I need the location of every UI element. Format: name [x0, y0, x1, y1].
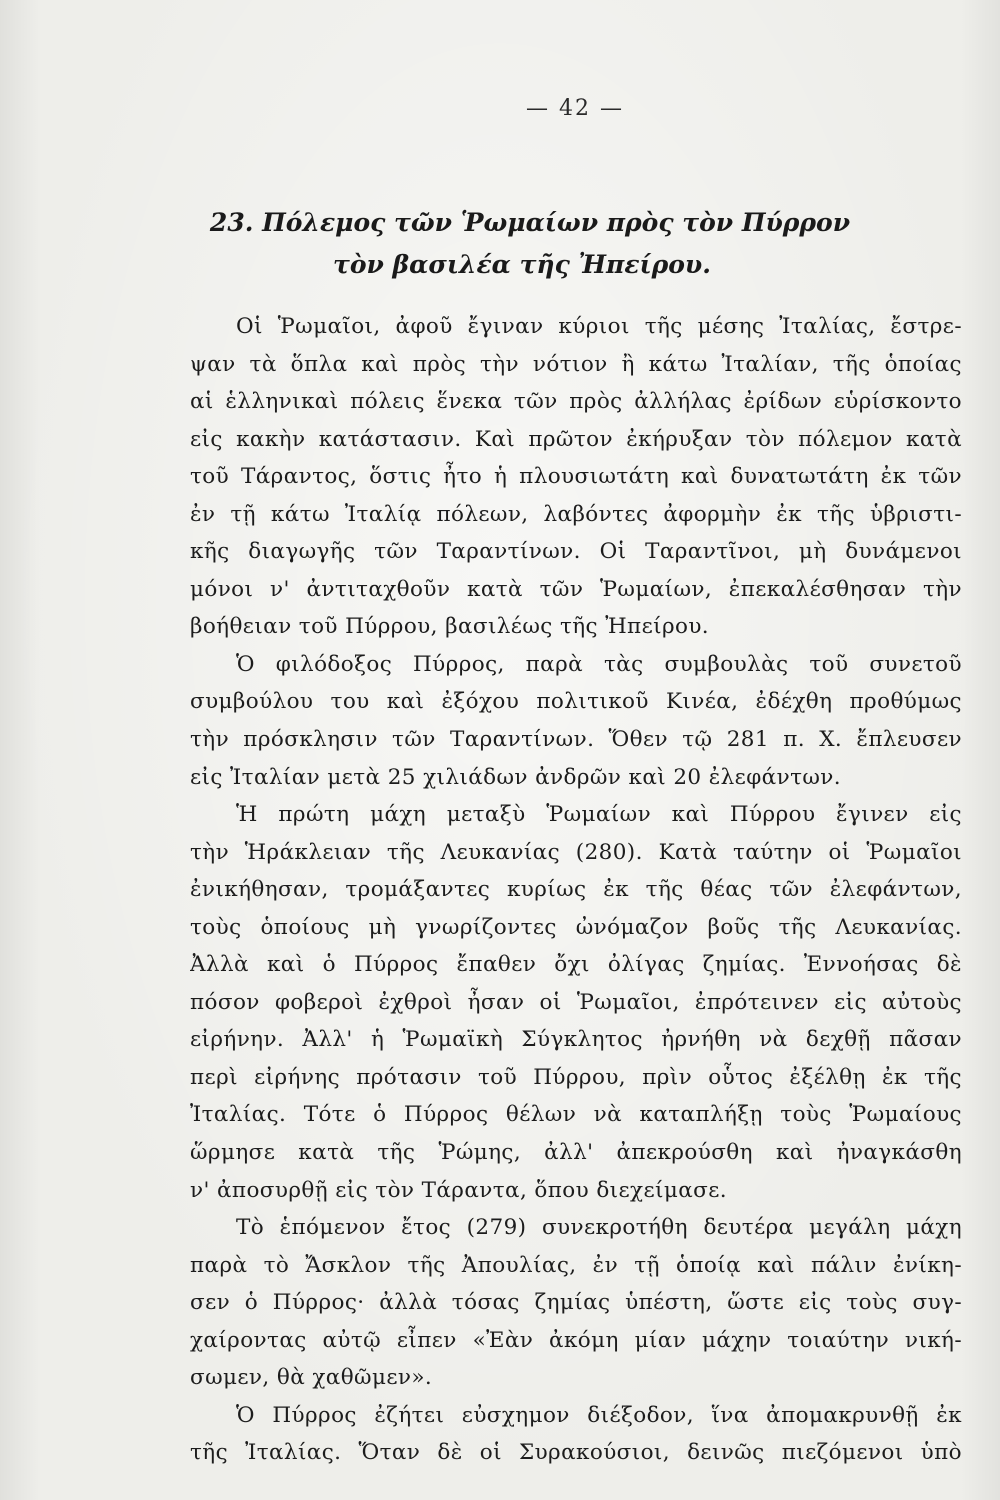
- text-line: Ἡ πρώτη μάχη μεταξὺ Ῥωμαίων καὶ Πύρρου ἔγινεν εἰς: [236, 802, 962, 828]
- text-line: εἰρήνην. Ἀλλ' ἡ Ῥωμαϊκὴ Σύγκλητος ἠρνήθη νὰ δεχθῇ πᾶσαν: [190, 1027, 962, 1053]
- text-line: περὶ εἰρήνης πρότασιν τοῦ Πύρρου, πρὶν οὗτος ἐξέλθῃ ἐκ τῆς: [190, 1064, 962, 1090]
- text-line: τοὺς ὁποίους μὴ γνωρίζοντες ὠνόμαζον βοῦς τῆς Λευκανίας.: [190, 914, 962, 940]
- text-line: σωμεν, θὰ χαθῶμεν».: [190, 1365, 433, 1391]
- text-line: μόνοι ν' ἀντιταχθοῦν κατὰ τῶν Ῥωμαίων, ἐπεκαλέσθησαν τὴν: [190, 576, 962, 602]
- text-line: τὴν πρόσκλησιν τῶν Ταραντίνων. Ὅθεν τῷ 281 π. Χ. ἔπλευσεν: [190, 727, 962, 753]
- text-line: Ἰταλίας. Τότε ὁ Πύρρος θέλων νὰ καταπλήξῃ τοὺς Ῥωμαίους: [190, 1102, 962, 1128]
- chapter-title-line-2: τὸν βασιλέα τῆς Ἠπείρου.: [333, 250, 711, 279]
- text-line: σεν ὁ Πύρρος· ἀλλὰ τόσας ζημίας ὑπέστη, ὥστε εἰς τοὺς συγ-: [190, 1290, 962, 1316]
- page-number: — 42 —: [526, 96, 624, 121]
- body-text: [190, 308, 962, 1472]
- text-line: τῆς Ἰταλίας. Ὅταν δὲ οἱ Συρακούσιοι, δεινῶς πιεζόμενοι ὑπὸ: [190, 1440, 962, 1466]
- text-line: εἰς κακὴν κατάστασιν. Καὶ πρῶτον ἐκήρυξαν τὸν πόλεμον κατὰ: [190, 426, 962, 452]
- text-line: βοήθειαν τοῦ Πύρρου, βασιλέως τῆς Ἠπείρου.: [190, 614, 710, 640]
- text-line: ἐν τῇ κάτω Ἰταλίᾳ πόλεων, λαβόντες ἀφορμὴν ἐκ τῆς ὑβριστι-: [190, 501, 962, 527]
- text-line: συμβούλου του καὶ ἐξόχου πολιτικοῦ Κινέα, ἐδέχθη προθύμως: [190, 689, 962, 715]
- text-line: παρὰ τὸ Ἄσκλον τῆς Ἀπουλίας, ἐν τῇ ὁποίᾳ καὶ πάλιν ἐνίκη-: [190, 1252, 962, 1278]
- text-line: Ἀλλὰ καὶ ὁ Πύρρος ἔπαθεν ὄχι ὀλίγας ζημίας. Ἐννοήσας δὲ: [190, 952, 962, 978]
- text-line: Τὸ ἑπόμενον ἔτος (279) συνεκροτήθη δευτέρα μεγάλη μάχη: [236, 1215, 962, 1241]
- text-line: Ὁ Πύρρος ἐζήτει εὐσχημον διέξοδον, ἵνα ἀπομακρυνθῇ ἐκ: [236, 1402, 962, 1428]
- text-line: ὥρμησε κατὰ τῆς Ῥώμης, ἀλλ' ἀπεκρούσθη καὶ ἠναγκάσθη: [190, 1140, 962, 1166]
- text-line: χαίροντας αὐτῷ εἶπεν «Ἐὰν ἀκόμη μίαν μάχην τοιαύτην νική-: [190, 1327, 962, 1353]
- chapter-title-line-1: 23. Πόλεμος τῶν Ῥωμαίων πρὸς τὸν Πύρρον: [209, 208, 851, 237]
- text-line: τὴν Ἡράκλειαν τῆς Λευκανίας (280). Κατὰ ταύτην οἱ Ῥωμαῖοι: [190, 839, 962, 865]
- text-line: Οἱ Ῥωμαῖοι, ἀφοῦ ἔγιναν κύριοι τῆς μέσης Ἰταλίας, ἔστρε-: [236, 314, 962, 339]
- text-line: τοῦ Τάραντος, ὅστις ἦτο ἡ πλουσιωτάτη καὶ δυνατωτάτη ἐκ τῶν: [190, 464, 962, 490]
- text-line: εἰς Ἰταλίαν μετὰ 25 χιλιάδων ἀνδρῶν καὶ 20 ἐλεφάντων.: [190, 764, 841, 790]
- text-line: κῆς διαγωγῆς τῶν Ταραντίνων. Οἱ Ταραντῖνοι, μὴ δυνάμενοι: [190, 539, 962, 565]
- text-line: αἱ ἑλληνικαὶ πόλεις ἕνεκα τῶν πρὸς ἀλλήλας ἐρίδων εὑρίσκοντο: [190, 389, 962, 415]
- text-line: ψαν τὰ ὅπλα καὶ πρὸς τὴν νότιον ἢ κάτω Ἰταλίαν, τῆς ὁποίας: [190, 351, 962, 377]
- text-line: πόσον φοβεροὶ ἐχθροὶ ἦσαν οἱ Ῥωμαῖοι, ἐπρότεινεν εἰς αὐτοὺς: [190, 989, 962, 1015]
- text-line: ν' ἀποσυρθῇ εἰς τὸν Τάραντα, ὅπου διεχείμασε.: [190, 1177, 727, 1203]
- text-line: Ὁ φιλόδοξος Πύρρος, παρὰ τὰς συμβουλὰς τοῦ συνετοῦ: [236, 651, 962, 677]
- text-line: ἐνικήθησαν, τρομάξαντες κυρίως ἐκ τῆς θέας τῶν ἐλεφάντων,: [190, 877, 962, 903]
